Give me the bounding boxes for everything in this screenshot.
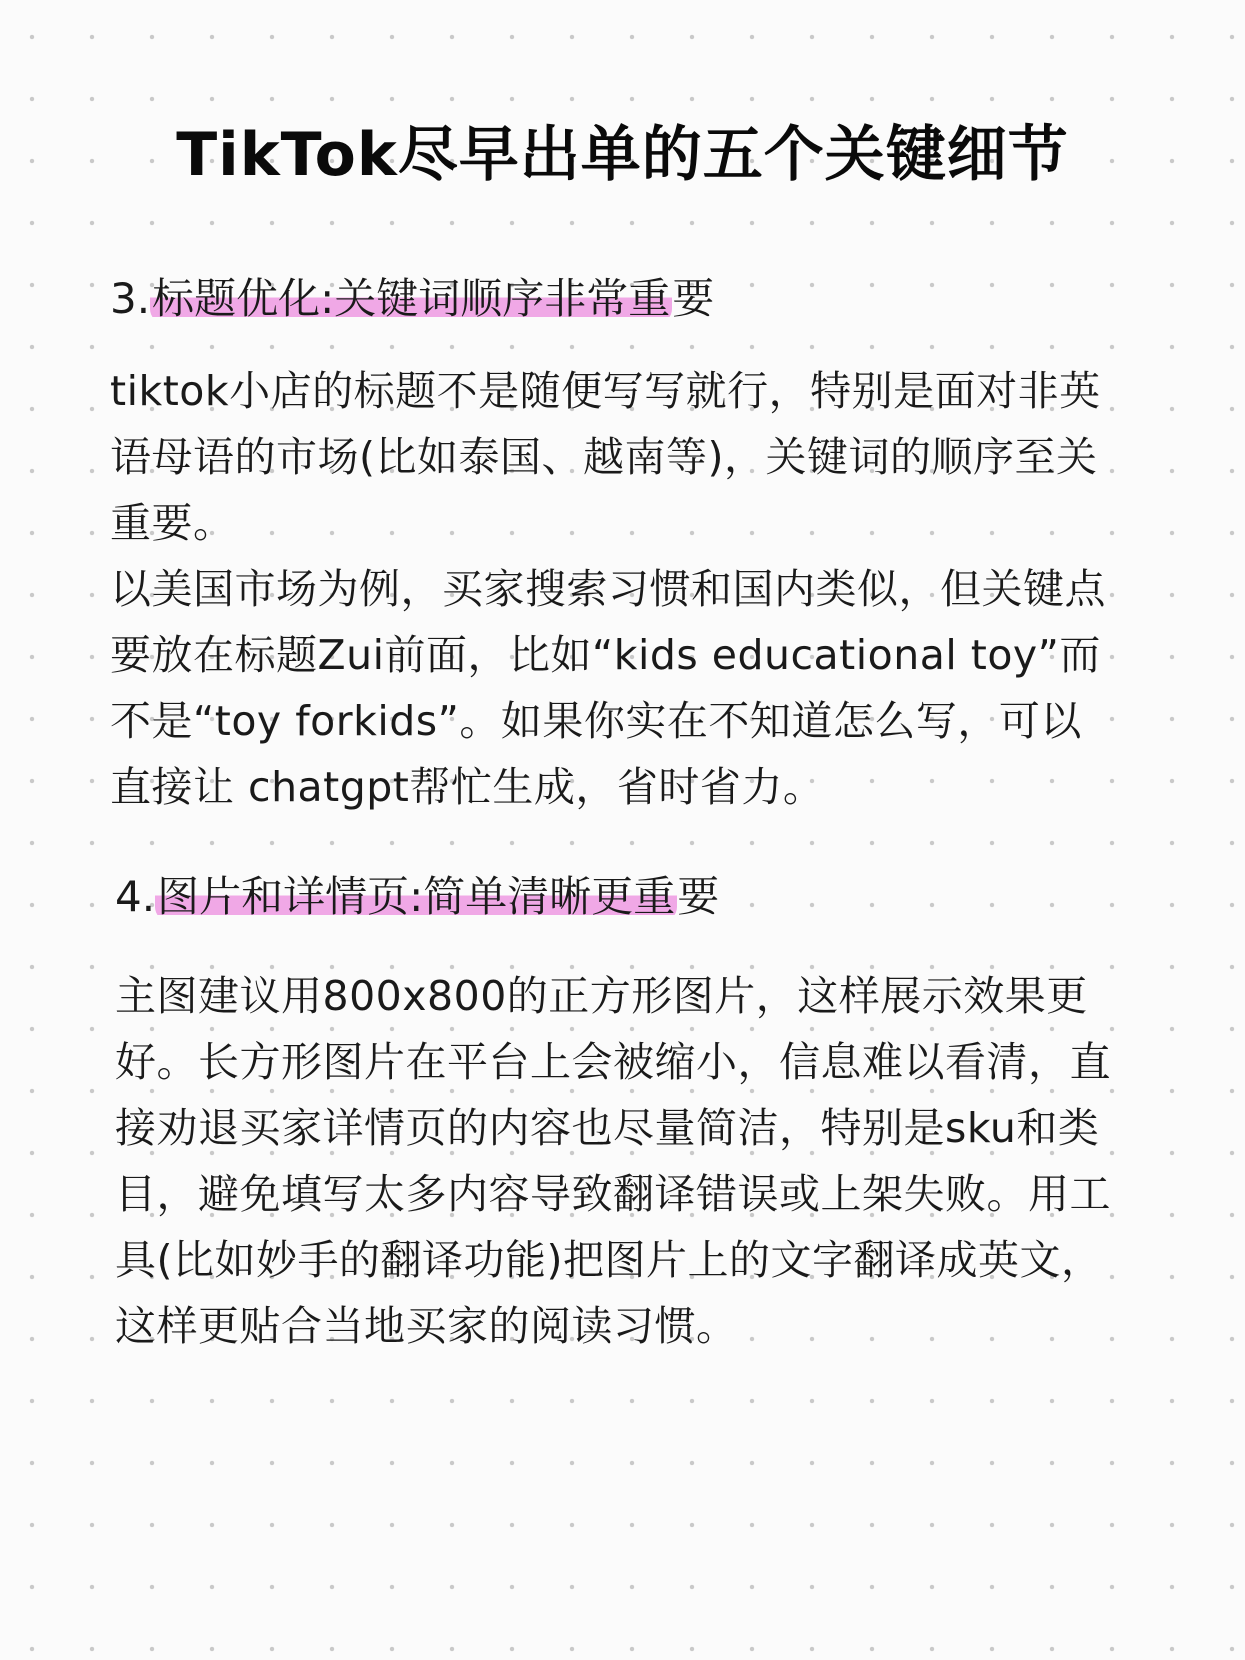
section-4-number: 4.: [115, 872, 156, 921]
section-3-heading: [110, 271, 714, 327]
section-3-heading-highlight: 标题优化:关键词顺序非常重: [152, 274, 671, 323]
section-4-paragraph-1: 主图建议用800x800的正方形图片，这样展示效果更好。长方形图片在平台上会被缩小，信息难以看清，直接劝退买家详情页的内容也尽量简洁，特别是sku和类目，避免填写太多内容导致翻译错误或上架失败。用工具(比如妙手的翻译功能)把图片上的文字翻译成英文，这样更贴合当地买家的阅读习惯。: [115, 972, 1111, 1350]
page-title: TikTok尽早出单的五个关键细节: [176, 120, 1069, 191]
section-3-paragraph-1: tiktok小店的标题不是随便写写就行，特别是面对非英语母语的市场(比如泰国、越南等)，关键词的顺序至关重要。: [110, 367, 1101, 547]
section-3-body: [110, 358, 1110, 820]
section-4-heading: [115, 869, 719, 925]
section-4-heading-tail: 要: [677, 872, 720, 921]
section-4-heading-highlight: 图片和详情页:简单清晰更重: [157, 872, 676, 921]
section-4-body: [115, 963, 1125, 1359]
section-3-heading-tail: 要: [672, 274, 715, 323]
section-3-paragraph-2: 以美国市场为例，买家搜索习惯和国内类似，但关键点要放在标题Zui前面，比如“kids educational toy”而不是“toy forkids”。如果你实在不知道怎么写，可以直接让 chatgpt帮忙生成，省时省力。: [110, 565, 1106, 811]
section-3-number: 3.: [110, 274, 151, 323]
